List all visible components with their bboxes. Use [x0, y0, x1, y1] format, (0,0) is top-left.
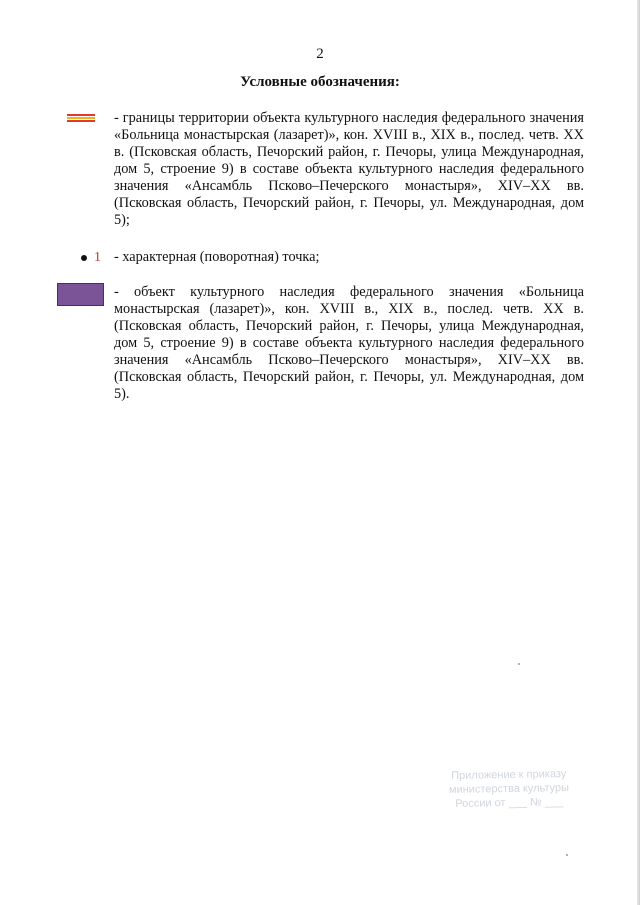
legend-entry-heritage-object: - объект культурного наследия федерального значения «Больница монастырская (лазарет)», кон. XVIII в., XIX в., послед. четв. XX в. (Псковская область, Печорский район, г. Печоры, улица Международная, дом 5, строение 9) в составе объекта культурного наследия федерального значения «Ансамбль Псково–Печерского монастыря», XIV–XX вв. (Псковская область, Печорский район, г. Печоры, ул. Международная, дом 5). — [114, 284, 584, 402]
faint-stamp — [424, 767, 595, 812]
legend-entry-territory-border: - границы территории объекта культурного наследия федерального значения «Больница монастырская (лазарет)», кон. XVIII в., XIX в., послед. четв. XX в. (Псковская область, Печорский район, г. Печоры, улица Международная, дом 5, строение 9) в составе объекта культурного наследия федерального значения «Ансамбль Псково–Печерского монастыря», XIV–XX вв. (Псковская область, Печорский район, г. Печоры, ул. Международная, дом 5); — [114, 110, 584, 228]
border-stripe-red-top — [67, 114, 95, 116]
border-stripe-red-bottom — [67, 120, 95, 122]
point-number: 1 — [94, 250, 101, 265]
border-stripe-yellow — [67, 117, 95, 119]
territory-border-symbol — [67, 114, 95, 123]
legend-title: Условные обозначения: — [240, 74, 400, 90]
heritage-object-symbol — [57, 283, 104, 306]
scan-speck — [518, 663, 520, 665]
scan-speck — [566, 854, 568, 856]
stamp-line: России от ___ № ___ — [455, 796, 564, 810]
stamp-line: Приложение к приказу — [451, 767, 567, 783]
legend-entry-characteristic-point: - характерная (поворотная) точка; — [114, 249, 320, 265]
stamp-line: министерства культуры — [448, 781, 570, 797]
page-number: 2 — [316, 46, 324, 62]
point-dot-icon — [81, 255, 87, 261]
characteristic-point-symbol — [81, 250, 101, 266]
